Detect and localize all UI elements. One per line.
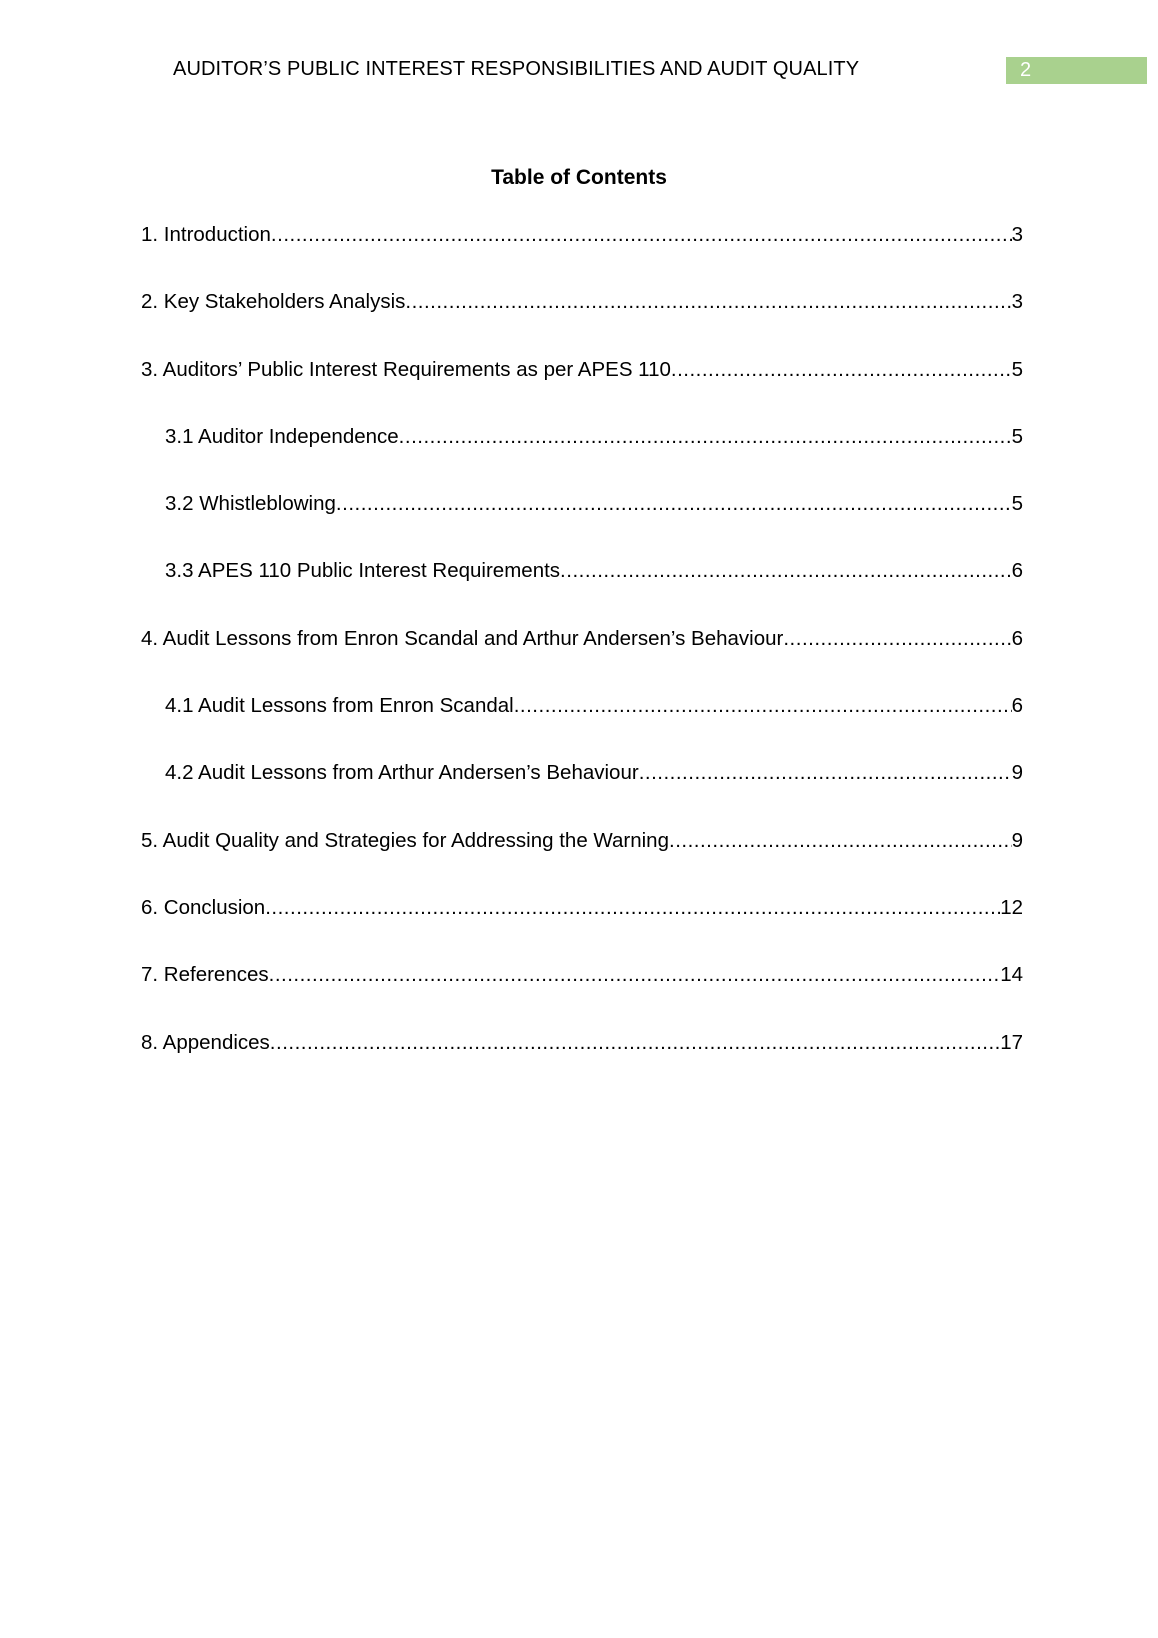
toc-entry-page: 6 [1011,694,1023,718]
toc-entry-whistleblowing[interactable] [141,492,1023,559]
toc-entry-audit-lessons[interactable] [141,627,1023,694]
toc-entry-label: 1. Introduction [141,223,271,246]
toc-entry-label: 2. Key Stakeholders Analysis [141,290,406,314]
toc-entry-page: 3 [1011,290,1023,314]
toc-entry-label: 7. References [141,963,269,987]
toc-entry-label: 3.2 Whistleblowing [165,492,336,516]
dot-leader [639,761,1012,785]
toc-entry-page: 5 [1011,492,1023,516]
toc-entry-label: 4. Audit Lessons from Enron Scandal and Arthur Andersen’s Behaviour [141,626,784,650]
toc-entry-label: 4.1 Audit Lessons from Enron Scandal [165,694,514,718]
toc-entry-label: 5. Audit Quality and Strategies for Addressing the Warning [141,828,669,852]
dot-leader [671,358,1012,382]
dot-leader [399,425,1012,449]
dot-leader [783,627,1011,651]
dot-leader [405,290,1011,314]
toc-entry-page: 3 [1011,223,1023,246]
toc-entry-references[interactable] [141,963,1023,1030]
toc-entry-key-stakeholders[interactable] [141,290,1023,357]
dot-leader [336,492,1012,516]
toc-entry-andersen-lessons[interactable] [141,761,1023,828]
dot-leader [270,1031,1000,1055]
toc-entry-enron-lessons[interactable] [141,694,1023,761]
toc-entry-auditor-independence[interactable] [141,425,1023,492]
toc-entry-introduction[interactable] [141,223,1023,290]
running-header-title: AUDITOR’S PUBLIC INTEREST RESPONSIBILITIES AND AUDIT QUALITY [173,58,860,80]
dot-leader [265,896,1000,920]
toc-entry-label: 3.3 APES 110 Public Interest Requirements [165,559,561,583]
toc-entry-page: 14 [1000,963,1023,987]
page-number: 2 [1020,59,1032,81]
dot-leader [269,963,1001,987]
dot-leader [669,829,1012,853]
toc-entry-page: 6 [1011,559,1023,583]
toc-entry-label: 6. Conclusion [141,895,266,919]
toc-entry-label: 3. Auditors’ Public Interest Requirements as per APES 110 [141,357,671,381]
dot-leader [271,223,1012,247]
toc-entry-conclusion[interactable] [141,896,1023,963]
table-of-contents [141,223,1023,1098]
toc-entry-page: 6 [1011,626,1023,650]
toc-entry-page: 12 [1000,895,1023,919]
toc-entry-label: 8. Appendices [141,1030,270,1054]
toc-entry-page: 9 [1011,828,1023,852]
toc-entry-page: 5 [1011,357,1023,381]
toc-entry-page: 17 [1000,1030,1023,1054]
toc-heading: Table of Contents [491,166,667,189]
toc-entry-audit-quality[interactable] [141,829,1023,896]
toc-entry-page: 5 [1011,424,1023,448]
page-number-badge [1006,57,1147,84]
toc-entry-label: 3.1 Auditor Independence [165,424,399,448]
dot-leader [514,694,1012,718]
toc-entry-label: 4.2 Audit Lessons from Arthur Andersen’s Behaviour [165,761,639,785]
toc-entry-appendices[interactable] [141,1031,1023,1098]
toc-entry-page: 9 [1011,761,1023,785]
dot-leader [560,559,1012,583]
page-header [0,0,1158,100]
toc-entry-apes-110-requirements[interactable] [141,559,1023,626]
toc-entry-public-interest-requirements[interactable] [141,358,1023,425]
